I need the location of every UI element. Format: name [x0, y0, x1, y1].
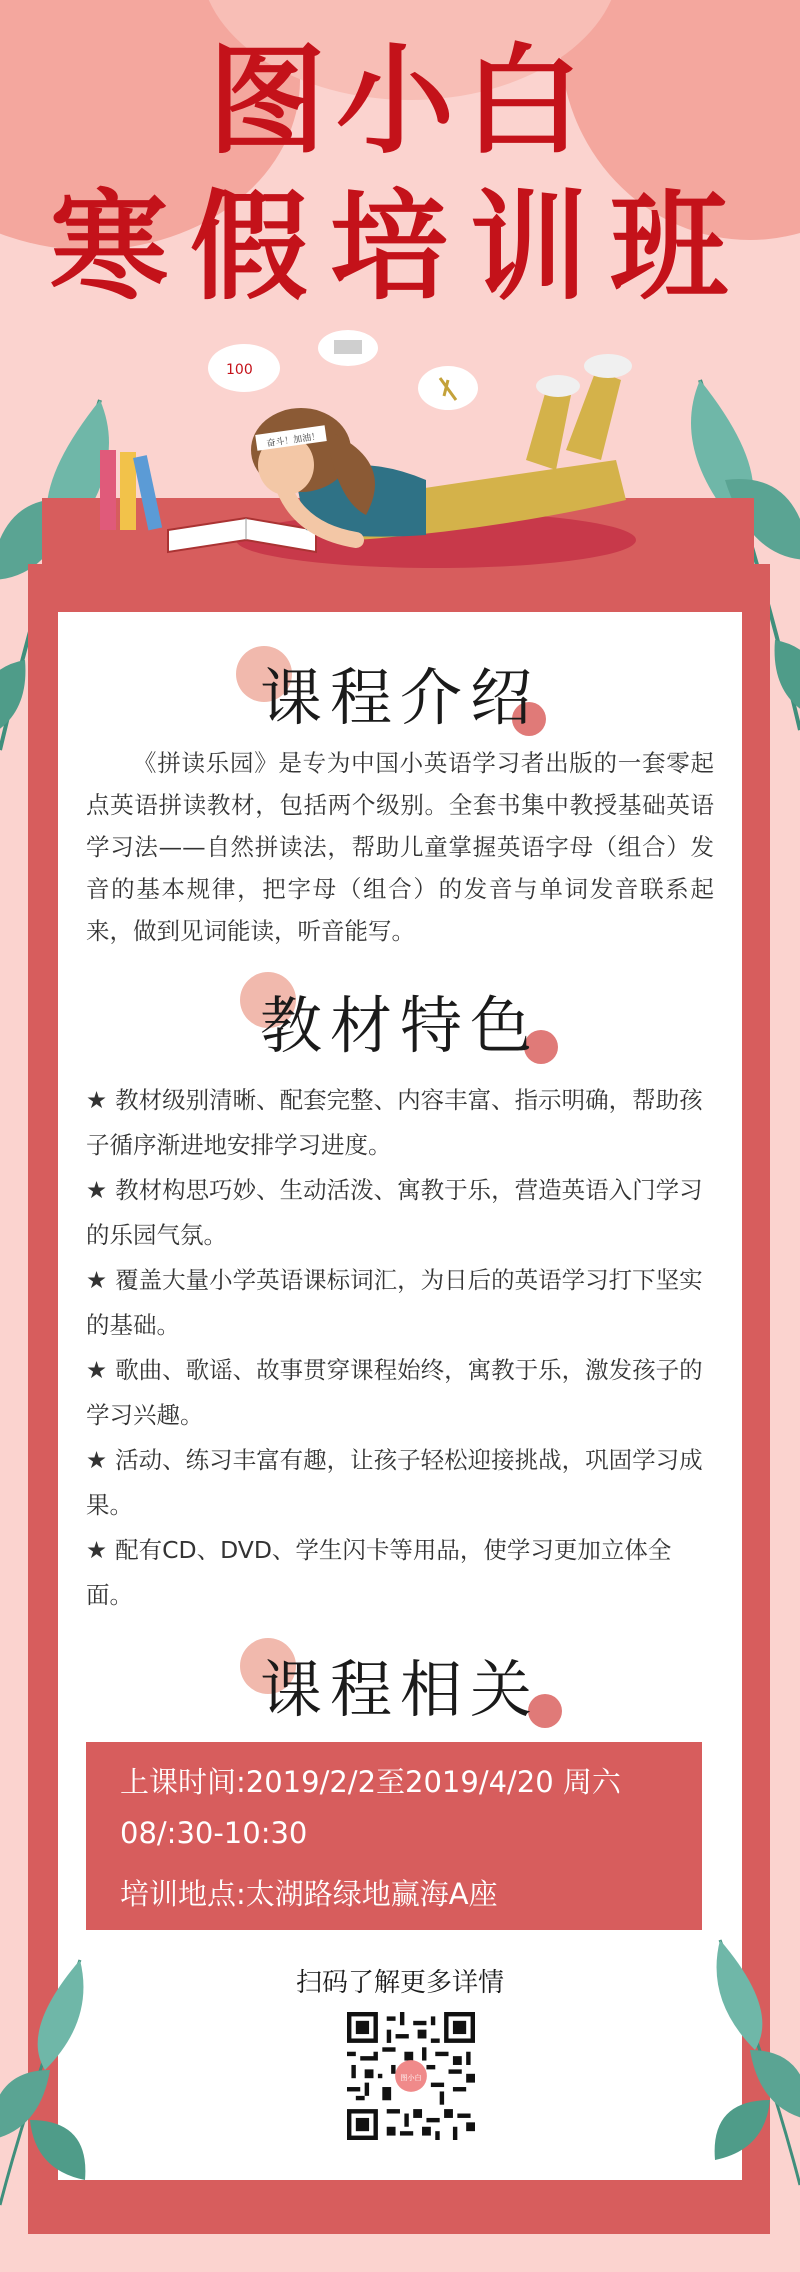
feature-item: ★ 歌曲、歌谣、故事贯穿课程始终，寓教于乐，激发孩子的学习兴趣。 [86, 1356, 703, 1429]
feature-item: ★ 配有CD、DVD、学生闪卡等用品，使学习更加立体全面。 [86, 1536, 672, 1609]
course-intro-heading [0, 648, 800, 737]
star-icon: ★ [86, 1086, 108, 1114]
schedule-box [86, 1742, 702, 1930]
feature-item: ★ 活动、练习丰富有趣，让孩子轻松迎接挑战，巩固学习成果。 [86, 1446, 703, 1519]
star-icon: ★ [86, 1446, 108, 1474]
leaf-left-bottom-icon [0, 1950, 100, 2210]
course-related-heading-text: 课程相关 [259, 1653, 540, 1726]
girl-reading-illustration [96, 330, 656, 580]
star-icon: ★ [86, 1266, 108, 1294]
leaf-right-bottom-icon [700, 1930, 800, 2190]
features-list [86, 1078, 714, 1618]
features-heading [0, 976, 800, 1065]
headband-text: 奋斗！加油！ [265, 431, 321, 450]
star-icon: ★ [86, 1176, 108, 1204]
title-line-1: 图小白 [207, 32, 592, 170]
qr-caption: 扫码了解更多详情 [295, 1968, 504, 1998]
qr-center-label: 图小白 [400, 2072, 422, 2082]
qr-code[interactable] [347, 2012, 475, 2140]
note-score: 100 [226, 362, 253, 378]
class-hours: 08/:30-10:30 [120, 1816, 308, 1850]
class-location: 培训地点:太湖路绿地赢海A座 [120, 1877, 498, 1911]
course-related-heading [0, 1640, 800, 1729]
feature-item: ★ 覆盖大量小学英语课标词汇，为日后的英语学习打下坚实的基础。 [86, 1266, 703, 1339]
course-intro-paragraph: 《拼读乐园》是专为中国小英语学习者出版的一套零起点英语拼读教材，包括两个级别。全套书集中教授基础英语学习法——自然拼读法，帮助儿童掌握英语字母（组合）发音的基本规律，把字母（组合）的发音与单词发音联系起来，做到见词能读，听音能写。 [86, 749, 714, 945]
star-icon: ★ [86, 1356, 108, 1384]
course-intro-body [86, 742, 714, 952]
title-line-2: 寒假培训班 [49, 178, 750, 316]
course-intro-heading-text: 课程介绍 [259, 661, 540, 734]
feature-item: ★ 教材级别清晰、配套完整、内容丰富、指示明确，帮助孩子循序渐进地安排学习进度。 [86, 1086, 703, 1159]
class-time: 上课时间:2019/2/2至2019/4/20 周六 [120, 1765, 621, 1799]
feature-item: ★ 教材构思巧妙、生动活泼、寓教于乐，营造英语入门学习的乐园气氛。 [86, 1176, 703, 1249]
poster-title [0, 32, 800, 316]
star-icon: ★ [86, 1536, 108, 1564]
features-heading-text: 教材特色 [259, 989, 540, 1062]
